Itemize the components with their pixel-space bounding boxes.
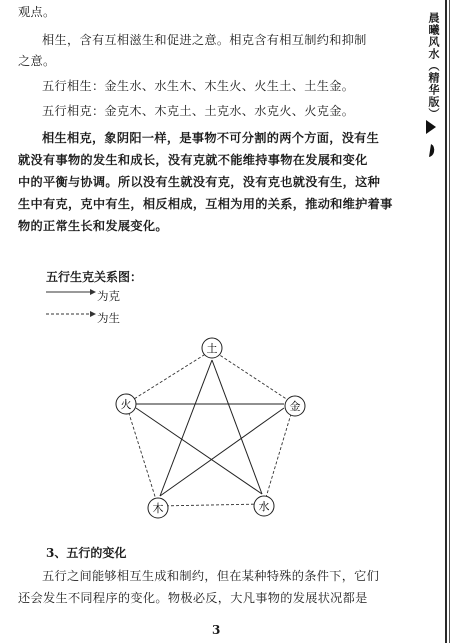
- five-elements-diagram: [0, 280, 454, 540]
- paragraph-line: 相生相克，象阴阳一样，是事物不可分割的两个方面，没有生: [42, 131, 380, 145]
- margin-mark-icon: [422, 118, 440, 158]
- svg-text:木: 木: [152, 502, 164, 515]
- paragraph-line: 就没有事物的发生和成长，没有克就不能维持事物在发展和变化: [18, 153, 368, 167]
- legend-dashed-arrow: [46, 311, 96, 317]
- paragraph-line: 相生，含有互相滋生和促进之意。相克含有相互制约和抑制: [42, 33, 367, 47]
- page-number: 3: [212, 623, 221, 637]
- diagram-heading: 五行生克关系图：: [46, 270, 143, 284]
- running-title: 晨曦风水（精华版）: [427, 12, 440, 120]
- paragraph-line: 五行之间能够相互生成和制约，但在某种特殊的条件下，它们: [42, 569, 380, 583]
- paragraph-line: 之意。: [18, 54, 56, 68]
- node-wood: [148, 498, 168, 518]
- paragraph-line: 五行相克：金克木、木克土、土克水、水克火、火克金。: [42, 104, 355, 118]
- node-fire: [116, 394, 136, 414]
- legend-solid-label: 为克: [97, 289, 120, 303]
- node-metal: [285, 396, 305, 416]
- paragraph-line: 五行相生：金生水、水生木、木生火、火生土、土生金。: [42, 79, 355, 93]
- svg-text:金: 金: [289, 400, 301, 413]
- paragraph-line: 还会发生不同程序的变化。物极必反，大凡事物的发展状况都是: [18, 591, 368, 605]
- paragraph-line: 物的正常生长和发展变化。: [18, 219, 168, 233]
- margin-rule: [449, 0, 450, 643]
- paragraph-line: 观点。: [18, 5, 56, 19]
- legend-solid-arrow: [46, 289, 96, 295]
- margin-rule: [445, 0, 447, 643]
- node-earth: [202, 338, 222, 358]
- svg-text:土: 土: [206, 342, 218, 355]
- section-heading: 3、五行的变化: [46, 546, 127, 560]
- overcoming-star: [136, 360, 284, 496]
- paragraph-line: 中的平衡与协调。所以没有生就没有克，没有克也就没有生，这种: [18, 175, 381, 189]
- paragraph-line: 生中有克，克中有生，相反相成，互相为用的关系，推动和维护着事: [18, 197, 393, 211]
- svg-text:火: 火: [120, 398, 132, 411]
- svg-text:水: 水: [258, 500, 270, 513]
- node-water: [254, 496, 274, 516]
- generating-pentagon: [126, 350, 294, 506]
- legend-dashed-label: 为生: [97, 311, 120, 325]
